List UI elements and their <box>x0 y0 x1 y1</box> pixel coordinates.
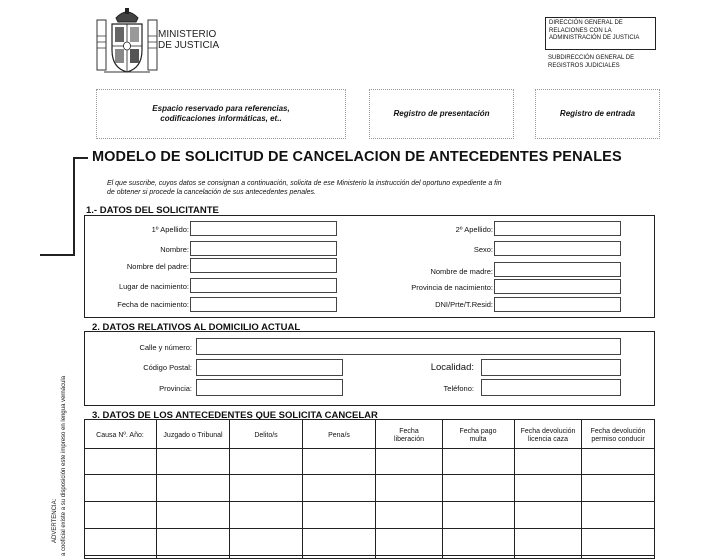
col-pena: Pena/s <box>328 432 350 439</box>
col-fecha-liberacion: Fecha liberación <box>394 428 424 443</box>
dni-field[interactable] <box>494 297 621 312</box>
nombre-madre-field[interactable] <box>494 262 621 277</box>
provincia-field[interactable] <box>196 379 343 396</box>
reserved-space-box <box>96 89 346 139</box>
ministry-line2: DE JUSTICIA <box>158 40 220 51</box>
nombre-madre-label: Nombre de madre: <box>430 267 493 276</box>
col-causa: Causa Nº. Año: <box>96 432 144 439</box>
codigo-postal-field[interactable] <box>196 359 343 376</box>
apellido1-label: 1º Apellido: <box>151 225 189 234</box>
calle-label: Calle y número: <box>139 343 192 352</box>
lugar-nacimiento-field[interactable] <box>190 278 337 293</box>
section1-title: 1.- DATOS DEL SOLICITANTE <box>86 205 219 216</box>
col-delito: Delito/s <box>254 432 278 439</box>
registro-presentacion-label: Registro de presentación <box>393 109 490 118</box>
apellido2-field[interactable] <box>494 221 621 236</box>
sexo-field[interactable] <box>494 241 621 256</box>
col-fecha-licencia-caza: Fecha devolución licencia caza <box>520 428 576 443</box>
nombre-padre-label: Nombre del padre: <box>126 262 189 271</box>
advertencia-label: ADVERTENCIA: <box>52 498 58 543</box>
sub-line2: REGISTROS JUDICIALES <box>548 62 620 69</box>
registro-entrada-label: Registro de entrada <box>559 109 636 118</box>
sub-line1: SUBDIRECCIÓN GENERAL DE <box>548 55 635 61</box>
reserved-line1: Espacio reservado para referencias, <box>152 104 290 113</box>
telefono-field[interactable] <box>481 379 621 396</box>
localidad-field[interactable] <box>481 359 621 376</box>
section3-title: 3. DATOS DE LOS ANTECEDENTES QUE SOLICITA CANCELAR <box>92 410 378 421</box>
nombre-field[interactable] <box>190 241 337 256</box>
registro-entrada-box <box>535 89 660 139</box>
sexo-label: Sexo: <box>473 245 493 254</box>
provincia-nacimiento-label: Provincia de nacimiento: <box>411 283 493 292</box>
provincia-nacimiento-field[interactable] <box>494 279 621 294</box>
direccion-general-box <box>545 17 656 50</box>
coat-of-arms <box>96 6 158 78</box>
fecha-nacimiento-label: Fecha de nacimiento: <box>117 300 189 309</box>
section2-title: 2. DATOS RELATIVOS AL DOMICILIO ACTUAL <box>92 322 301 333</box>
dg-line3: ADMINISTRACIÓN DE JUSTICIA <box>549 35 640 41</box>
col-juzgado: Juzgado o Tribunal <box>163 432 223 439</box>
intro-line2: de obtener si procede la cancelación de sus antecedentes penales. <box>107 189 316 196</box>
antecedentes-table <box>84 419 655 559</box>
sidebar-note: a cooficial existe a su disposición este impreso en lengua vernácula <box>61 375 67 556</box>
dg-line1: DIRECCIÓN GENERAL DE <box>549 20 623 26</box>
provincia-label: Provincia: <box>159 384 192 393</box>
col-fecha-pago-multa: Fecha pago multa <box>459 428 497 443</box>
coat-of-arms-icon <box>96 6 158 78</box>
registro-presentacion-box <box>369 89 514 139</box>
subdireccion <box>548 55 668 70</box>
telefono-label: Teléfono: <box>443 384 474 393</box>
ministry-line1: MINISTERIO <box>158 29 217 40</box>
lugar-nacimiento-label: Lugar de nacimiento: <box>118 282 189 291</box>
col-fecha-permiso-conducir: Fecha devolución permiso conducir <box>590 428 646 443</box>
localidad-label: Localidad: <box>430 362 474 373</box>
fecha-nacimiento-field[interactable] <box>190 297 337 312</box>
apellido2-label: 2º Apellido: <box>455 225 493 234</box>
reserved-line2: codificaciones informáticas, et.. <box>160 114 282 123</box>
intro-line1: El que suscribe, cuyos datos se consignan a continuación, solicita de ese Ministerio la instrucción del oportuno expediente a fin <box>107 180 502 187</box>
fold-mark <box>38 154 90 258</box>
form-title: MODELO DE SOLICITUD DE CANCELACION DE ANTECEDENTES PENALES <box>92 149 622 165</box>
dg-line2: RELACIONES CON LA <box>549 27 612 34</box>
nombre-label: Nombre: <box>160 245 189 254</box>
codigo-postal-label: Código Postal: <box>143 363 192 372</box>
ministry-name <box>158 29 219 51</box>
nombre-padre-field[interactable] <box>190 258 337 273</box>
calle-field[interactable] <box>196 338 621 355</box>
apellido1-field[interactable] <box>190 221 337 236</box>
form-intro <box>107 179 587 197</box>
dni-label: DNI/Prte/T.Resid: <box>435 300 493 309</box>
